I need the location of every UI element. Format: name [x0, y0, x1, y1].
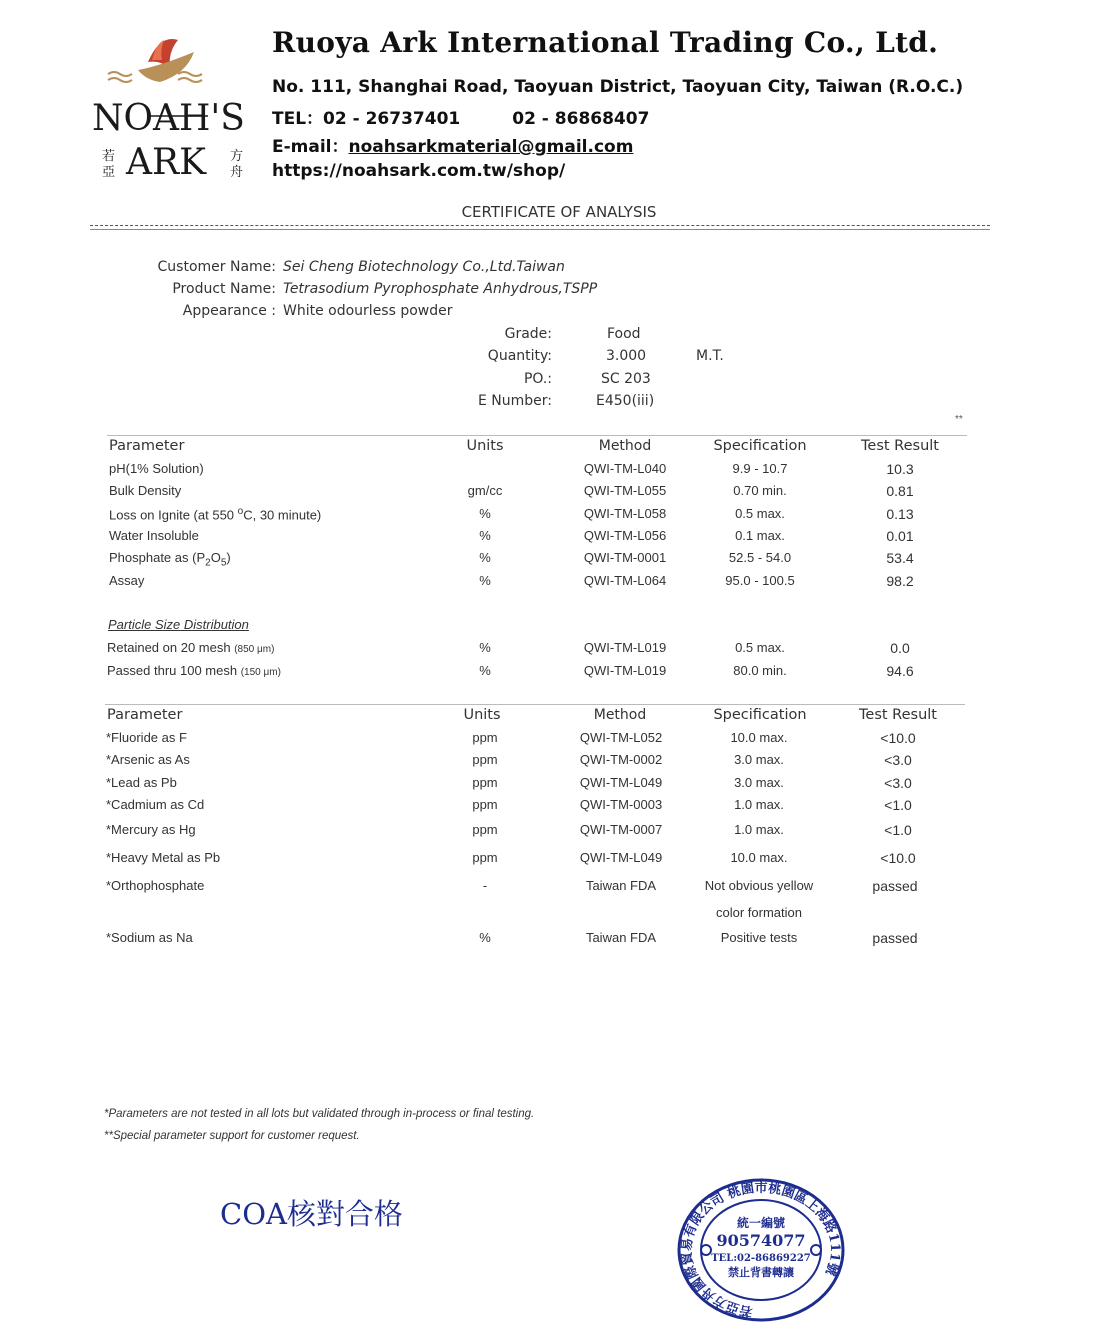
svg-text:方: 方 [230, 149, 244, 164]
svg-text:亞: 亞 [102, 165, 116, 180]
quantity-unit: M.T. [696, 348, 724, 364]
svg-text:90574077: 90574077 [716, 1231, 806, 1250]
po-value: SC 203 [601, 371, 651, 387]
footnote-single-star: *Parameters are not tested in all lots but validated through in-process or final testing. [104, 1108, 535, 1120]
table-row: Retained on 20 mesh (850 μm) % QWI-TM-L019 0.5 max. 0.0 [107, 640, 910, 656]
customer-name-value: Sei Cheng Biotechnology Co.,Ltd.Taiwan [283, 259, 565, 275]
title-divider-secondary [90, 229, 990, 230]
customer-name-label: Customer Name: [157, 259, 276, 275]
po-label: PO.: [523, 371, 552, 387]
psd-title: Particle Size Distribution [108, 617, 249, 632]
table-row: *Sodium as Na % Taiwan FDA Positive tests passed [106, 930, 918, 946]
special-parameter-mark: ** [955, 414, 963, 425]
e-number-label: E Number: [477, 393, 552, 409]
table-row: Bulk Density gm/cc QWI-TM-L055 0.70 min. 0.81 [109, 483, 914, 499]
svg-text:禁止背書轉讓: 禁止背書轉讓 [728, 1266, 794, 1279]
table-row: *Heavy Metal as Pb ppm QWI-TM-L049 10.0 max. <10.0 [106, 850, 916, 866]
company-address: No. 111, Shanghai Road, Taoyuan District, Taoyuan City, Taiwan (R.O.C.) [272, 77, 964, 97]
appearance-label: Appearance : [182, 303, 276, 319]
table1-header [0, 438, 1100, 460]
company-phone: TEL：02 - 26737401 02 - 86868407 [272, 109, 650, 129]
table-row: *Fluoride as F ppm QWI-TM-L052 10.0 max. <10.0 [106, 730, 916, 746]
company-seal [676, 1175, 846, 1330]
table2-header: Parameter Units Method Specification Test Result [107, 707, 937, 723]
table-row: *Mercury as Hg ppm QWI-TM-0007 1.0 max. <1.0 [106, 822, 912, 838]
approval-stamp-text: COA核對合格 [220, 1197, 403, 1231]
svg-text:若: 若 [102, 149, 116, 164]
table-row: *Orthophosphate - Taiwan FDA Not obvious yellow passed [106, 878, 918, 894]
footnote-double-star: **Special parameter support for customer request. [104, 1130, 360, 1142]
product-name-value: Tetrasodium Pyrophosphate Anhydrous,TSPP [283, 281, 598, 297]
header-method: Method [598, 438, 652, 454]
e-number-value: E450(iii) [596, 393, 655, 409]
logo-wordmark-bottom: ARK [126, 142, 206, 180]
table2-top-rule [105, 704, 965, 705]
quantity-label: Quantity: [487, 348, 552, 364]
table-row-continuation: color formation [716, 905, 802, 920]
grade-value: Food [607, 326, 641, 342]
company-logo [90, 30, 265, 185]
table-row: pH(1% Solution) QWI-TM-L040 9.9 - 10.7 10.3 [109, 461, 914, 477]
table-row: Water Insoluble % QWI-TM-L056 0.1 max. 0.01 [109, 528, 914, 544]
company-email: E-mail：noahsarkmaterial@gmail.com [272, 137, 634, 157]
table-row: Phosphate as $(P_2O_5)$ % QWI-TM-0001 52.5 - 54.0 53.4 [109, 550, 914, 569]
table-row: *Arsenic as As ppm QWI-TM-0002 3.0 max. <3.0 [106, 752, 912, 768]
email-link[interactable]: noahsarkmaterial@gmail.com [348, 137, 634, 157]
table-row: Loss on Ignite (at 550 $^o$C, 30 minute) % QWI-TM-L058 0.5 max. 0.13 [109, 506, 914, 523]
header-units: Units [466, 438, 504, 454]
svg-text:舟: 舟 [230, 165, 244, 180]
svg-text:統一編號: 統一編號 [736, 1216, 786, 1230]
appearance-value: White odourless powder [283, 303, 453, 319]
document-title: CERTIFICATE OF ANALYSIS [461, 203, 657, 221]
quantity-value: 3.000 [606, 348, 647, 364]
title-divider [90, 225, 990, 226]
table-row: Passed thru 100 mesh (150 μm) % QWI-TM-L019 80.0 min. 94.6 [107, 663, 914, 679]
header-specification: Specification [713, 438, 807, 454]
table1-top-rule [107, 435, 967, 436]
svg-text:TEL:02-86869227: TEL:02-86869227 [711, 1253, 811, 1264]
product-name-label: Product Name: [172, 281, 276, 297]
logo-wordmark-top: NOAH'S [92, 98, 245, 139]
table-row: *Lead as Pb ppm QWI-TM-L049 3.0 max. <3.0 [106, 775, 912, 791]
grade-label: Grade: [504, 326, 552, 342]
header-parameter: Parameter [109, 438, 185, 454]
company-name: Ruoya Ark International Trading Co., Ltd. [272, 26, 939, 59]
table-row: *Cadmium as Cd ppm QWI-TM-0003 1.0 max. <1.0 [106, 797, 912, 813]
header-test-result: Test Result [861, 438, 939, 454]
table-row: Assay % QWI-TM-L064 95.0 - 100.5 98.2 [109, 573, 914, 589]
svg-text:若亞方舟國際貿易有限公司 桃園市桃園區上海路111號: 若亞方舟國際貿易有限公司 桃園市桃園區上海路111號 [679, 1180, 843, 1319]
company-website[interactable]: https://noahsark.com.tw/shop/ [272, 161, 566, 181]
